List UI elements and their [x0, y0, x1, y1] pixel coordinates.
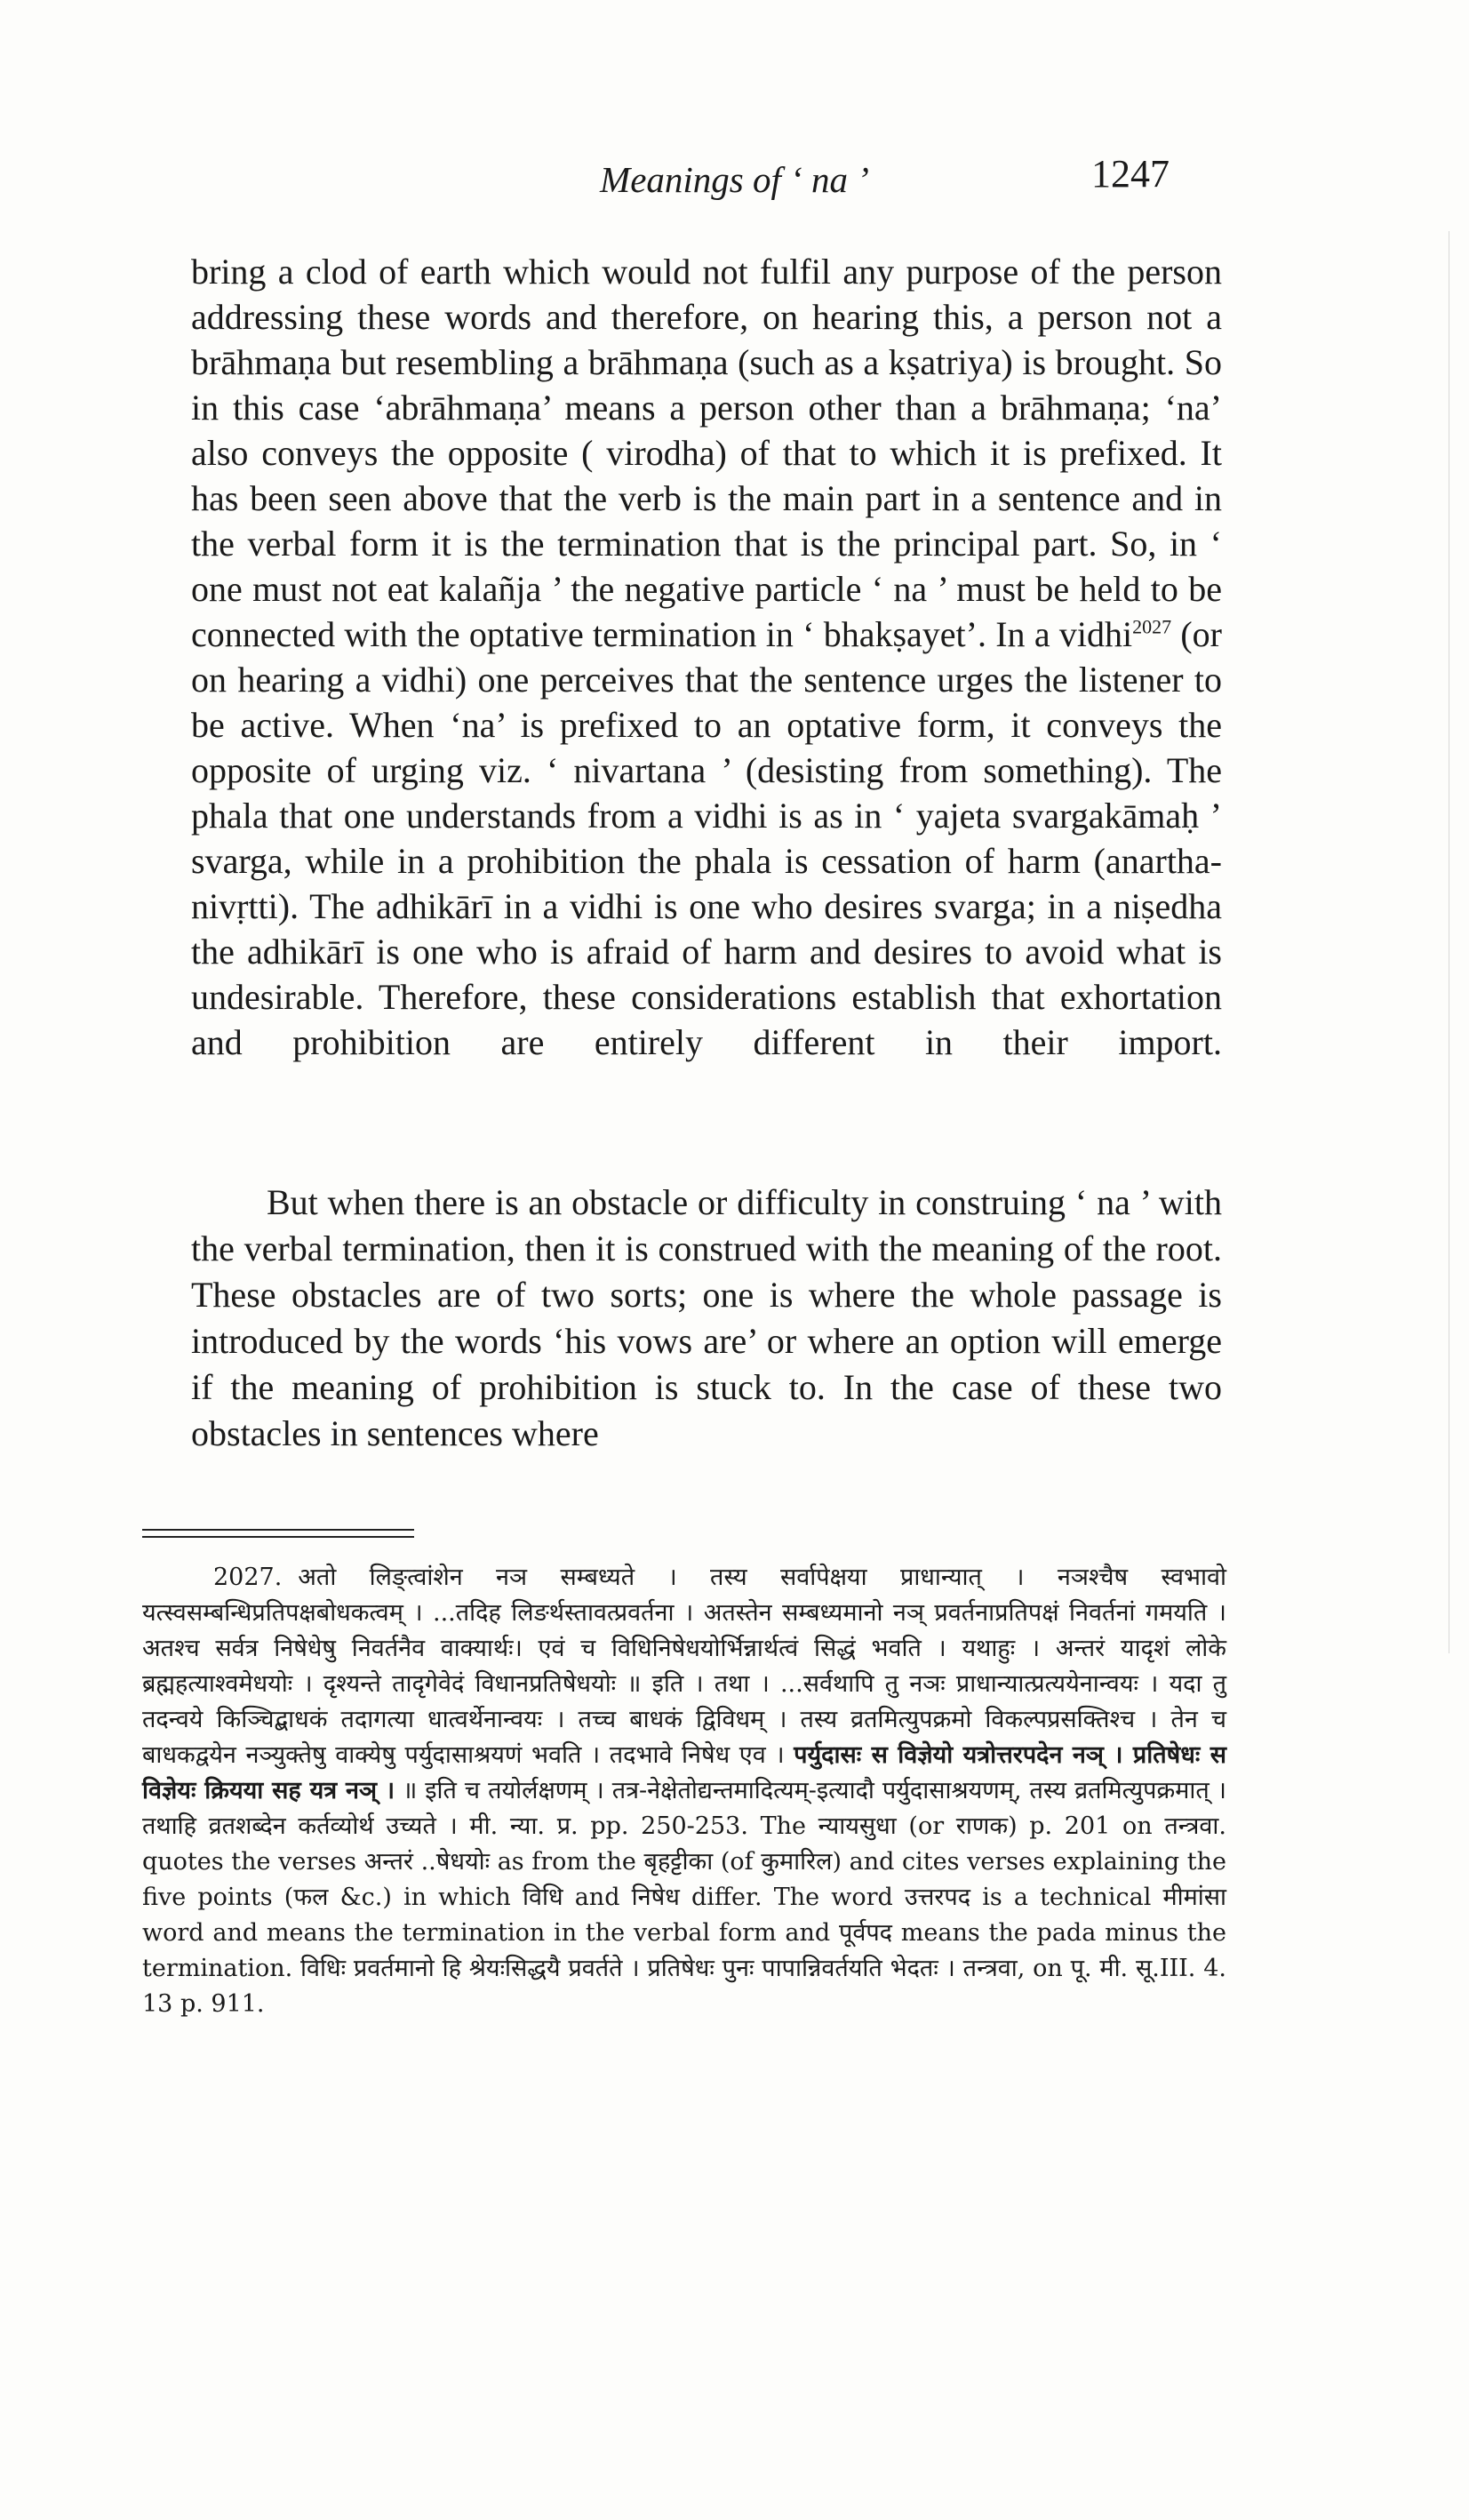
running-header-title: Meanings of ‘ na ’ [600, 159, 869, 200]
footnote-number: 2027. [213, 1564, 283, 1591]
footnote-reference[interactable]: 2027 [1132, 615, 1172, 638]
page-number: 1247 [1091, 152, 1170, 196]
footnote-separator-rule [142, 1529, 414, 1538]
footnote-bold-verse: पर्युदासः स विज्ञेयो यत्रोत्तरपदेन नञ् । प्रतिषेधः स विज्ञेयः क्रियया सह यत्र नञ् । [142, 1741, 1226, 1804]
footnote-text-a: अतो लिङ्त्वांशेन नञ सम्बध्यते । तस्य सर्वापेक्षया प्राधान्यात् । नञश्चैष स्वभावो यत्स्वसम्बन्धिप्रतिपक्षबोधकत्वम् । ...तदिह लिङर्थस्तावत्प्रवर्तना । अतस्तेन सम्बध्यमानो नञ् प्रवर्तनाप्रतिपक्षं निवर्तनां गमयति । अतश्च सर्वत्र निषेधेषु निवर्तनैव वाक्यार्थः। एवं च विधिनिषेधयोर्भिन्नार्थत्वं सिद्धं भवति । यथाहुः । अन्तरं यादृशं लोके ब्रह्महत्याश्वमेधयोः । दृश्यन्ते तादृगेवेदं विधानप्रतिषेधयोः ॥ इति । तथा । ...सर्वथापि तु नञः प्राधान्यात्प्रत्ययेनान्वयः । यदा तु तदन्वये किञ्चिद्बाधकं तदागत्या धात्वर्थेनान्वयः । तच्च बाधकं द्विविधम् । तस्य व्रतमित्युपक्रमो विकल्पप्रसक्तिश्च । तेन च बाधकद्वयेन नञ्युक्तेषु वाक्येषु पर्युदासाश्रयणं भवति । तदभावे निषेध एव । [142, 1564, 1226, 1769]
footnote-2027 [142, 1560, 1226, 2022]
paragraph-2: But when there is an obstacle or difficulty in construing ‘ na ’ with the verbal termination, then it is construed with the meaning of the root. These obstacles are of two sorts; one is where the whole passage is introduced by the words ‘his vows are’ or where an option will emerge if the meaning of prohibition is stuck to. In the case of these two obstacles in sentences where [191, 1182, 1222, 1453]
paragraph-1-text-b: (or on hearing a vidhi) one perceives that the sentence urges the listener to be active. When ‘na’ is prefixed to an optative form, it conveys the opposite of urging viz. ‘ nivartana ’ (desisting from something). The phala that one understands from a vidhi is as in ‘ yajeta svargakāmaḥ ’ svarga, while in a prohibition the phala is cessation of harm (anartha-nivṛtti). The adhikārī in a vidhi is one who desires svarga; in a niṣedha the adhikārī is one who is afraid of harm and desires to avoid what is undesirable. Therefore, these considerations establish that exhortation and prohibition are entirely different in their import. [191, 614, 1222, 1062]
paragraph-1 [191, 249, 1222, 1065]
paragraph-1-text-a: bring a clod of earth which would not fulfil any purpose of the person addressing these words and therefore, on hearing this, a person not a brāhmaṇa but resembling a brāhmaṇa (such as a kṣatriya) is brought. So in this case ‘abrāhmaṇa’ means a person other than a brāhmaṇa; ‘na’ also conveys the opposite ( virodha) of that to which it is prefixed. It has been seen above that the verb is the main part in a sentence and in the verbal form it is the termination that is the principal part. So, in ‘ one must not eat kalañja ’ the negative particle ‘ na ’ must be held to be connected with the optative termination in ‘ bhakṣayet’. In a vidhi [191, 252, 1222, 654]
footnote-text-b: ॥ इति च तयोर्लक्षणम् । तत्र-नेक्षेतोद्यन्तमादित्यम्-इत्यादौ पर्युदासाश्रयणम्, तस्य व्रतमित्युपक्रमात् । तथाहि व्रतशब्देन कर्तव्योर्थ उच्यते । मी. न्या. प्र. pp. 250-253. The न्यायसुधा (or राणक) p. 201 on तन्त्रवा. quotes the verses अन्तरं ..षेधयोः as from the बृहट्टीका (of कुमारिल) and cites verses explaining the five points (फल &c.) in which विधि and निषेध differ. The word उत्तरपद is a technical मीमांसा word and means the termination in the verbal form and पूर्वपद means the pada minus the termination. विधिः प्रवर्तमानो हि श्रेयःसिद्धयै प्रवर्तते । प्रतिषेधः पुनः पापान्निवर्तयति भेदतः । तन्त्रवा, on पू. मी. सू.III. 4. 13 p. 911. [142, 1777, 1226, 2018]
